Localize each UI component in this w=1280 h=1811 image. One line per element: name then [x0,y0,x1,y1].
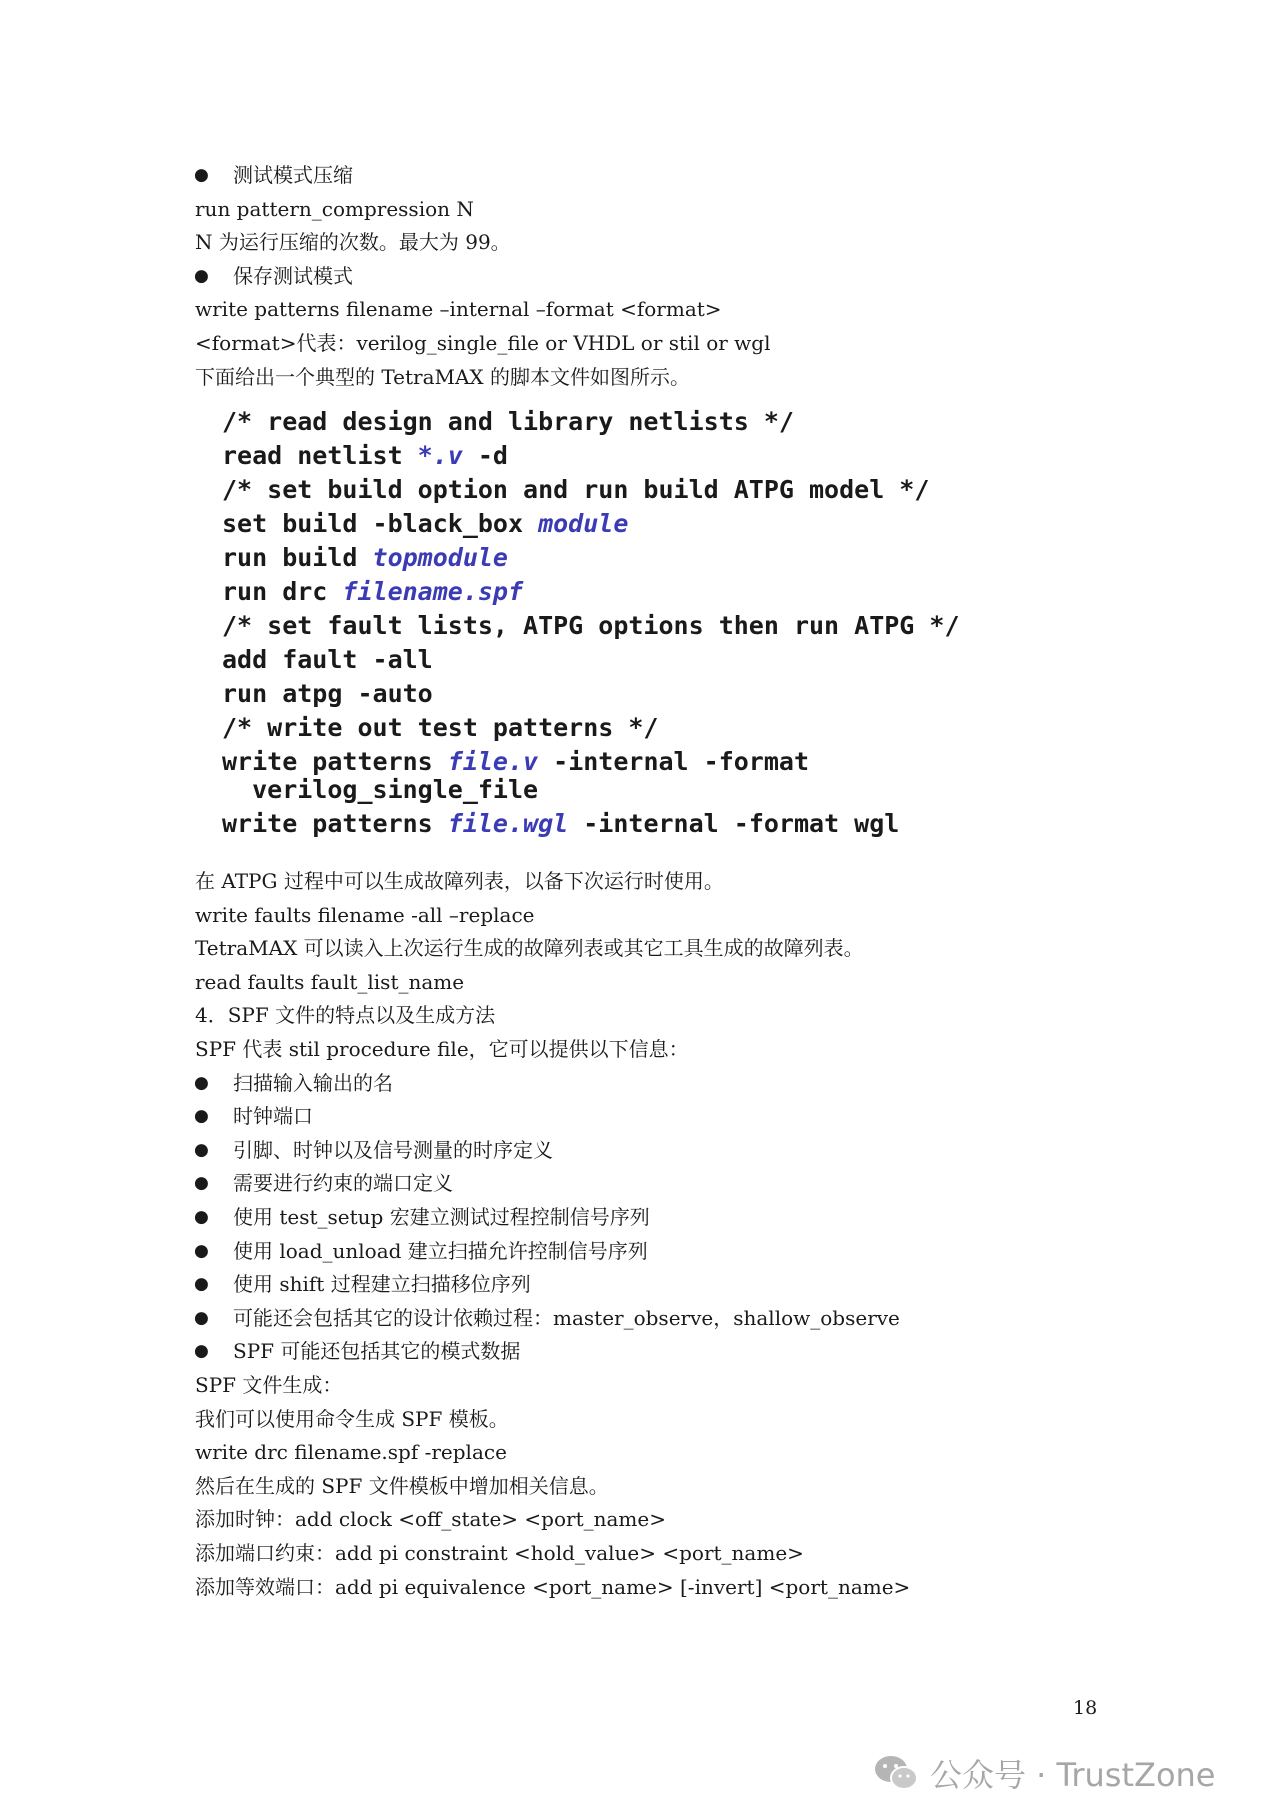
code-text: read netlist [222,441,418,470]
text-line [195,331,771,355]
bullet-item [195,1071,393,1095]
line-text: 扫描输入输出的名 [233,1070,393,1095]
code-text: /* set build option and run build ATPG model */ [222,475,930,504]
line-text: SPF 可能还包括其它的模式数据 [233,1339,521,1364]
page-number: 18 [1073,1697,1098,1719]
wechat-icon [872,1753,920,1793]
text-line [195,1474,609,1498]
tetramax-script-code [222,405,960,841]
bullet-item [195,1306,900,1330]
line-text: 可能还会包括其它的设计依赖过程：master_observe，shallow_observe [233,1305,900,1330]
text-line [195,1575,910,1599]
code-text: write patterns [222,809,448,838]
line-text: 我们可以使用命令生成 SPF 模板。 [195,1406,509,1431]
line-text: 然后在生成的 SPF 文件模板中增加相关信息。 [195,1473,609,1498]
line-text: write drc filename.spf -replace [195,1440,507,1465]
code-argument: topmodule [372,543,508,572]
code-line [222,643,960,677]
text-line [195,1507,666,1531]
code-text: write patterns [222,747,448,776]
line-text: SPF 代表 stil procedure file，它可以提供以下信息： [195,1037,689,1061]
code-text: run build [222,543,373,572]
text-line [195,970,464,994]
code-text: -internal -format wgl [568,809,900,838]
code-argument: module [538,509,629,538]
code-line [222,807,960,841]
line-text: SPF 文件生成： [195,1373,343,1397]
line-text: 需要进行约束的端口定义 [233,1171,453,1196]
text-line [195,903,535,927]
code-line [222,609,960,643]
code-text: /* write out test patterns */ [222,713,659,742]
line-text: 使用 test_setup 宏建立测试过程控制信号序列 [233,1205,650,1229]
code-text: run drc [222,577,343,606]
bullet-item [195,1272,531,1296]
code-line [222,541,960,575]
text-line [195,230,511,254]
bullet-item [195,1171,453,1195]
text-line [195,1440,507,1464]
bullet-item [195,1339,520,1363]
line-text: 在 ATPG 过程中可以生成故障列表，以备下次运行时使用。 [195,869,724,893]
bullet-item [195,1205,650,1229]
bullet-item [195,264,353,288]
text-line [195,1541,804,1565]
bullet-item [195,1138,553,1162]
code-text: /* read design and library netlists */ [222,407,794,436]
wechat-watermark [872,1750,1216,1796]
text-line [195,1037,689,1061]
text-line [195,1003,495,1027]
line-text: run pattern_compression N [195,196,474,221]
text-line [195,365,690,389]
code-text: run atpg -auto [222,679,433,708]
code-line [222,473,960,507]
line-text: 引脚、时钟以及信号测量的时序定义 [233,1137,553,1162]
text-line [195,936,864,960]
code-line [222,507,960,541]
line-text: 添加端口约束：add pi constraint <hold_value> <port_name> [195,1541,804,1565]
code-text: -internal -format [538,747,810,776]
text-line [195,197,474,221]
code-text: add fault -all [222,645,433,674]
line-text: <format>代表：verilog_single_file or VHDL or stil or wgl [195,331,771,355]
line-text: write faults filename -all –replace [195,902,535,927]
line-text: N 为运行压缩的次数。最大为 99。 [195,230,511,255]
line-text: write patterns filename –internal –format <format> [195,297,722,322]
line-text: TetraMAX 可以读入上次运行生成的故障列表或其它工具生成的故障列表。 [195,936,864,961]
text-line [195,297,722,321]
code-line [222,711,960,745]
code-text: -d [462,441,508,470]
line-text: read faults fault_list_name [195,969,465,994]
code-argument: filename.spf [342,577,524,606]
line-text: 测试模式压缩 [233,163,353,187]
code-line [222,773,960,807]
line-text: 时钟端口 [233,1104,313,1129]
code-text: /* set fault lists, ATPG options then run ATPG */ [222,611,960,640]
watermark-text: 公众号 · TrustZone [930,1756,1216,1794]
line-text: 保存测试模式 [233,263,353,288]
line-text: 使用 load_unload 建立扫描允许控制信号序列 [233,1238,648,1263]
code-line [222,405,960,439]
text-line [195,1373,342,1397]
text-line [195,1407,509,1431]
code-argument: file.wgl [447,809,569,838]
code-text: set build -black_box [222,509,539,538]
line-text: 使用 shift 过程建立扫描移位序列 [233,1272,531,1297]
line-text: 下面给出一个典型的 TetraMAX 的脚本文件如图所示。 [195,364,691,389]
code-line [222,677,960,711]
bullet-item [195,1239,648,1263]
code-argument: *.v [417,441,463,470]
code-line [222,745,960,776]
bullet-item [195,1104,313,1128]
line-text: 添加时钟：add clock <off_state> <port_name> [195,1507,666,1532]
code-line [222,439,960,473]
line-text: 4．SPF 文件的特点以及生成方法 [195,1003,496,1028]
bullet-item [195,163,353,187]
code-text: verilog_single_file [222,775,539,804]
line-text: 添加等效端口：add pi equivalence <port_name> [-invert] <port_name> [195,1574,911,1599]
code-line [222,575,960,609]
text-line [195,869,724,893]
code-argument: file.v [447,747,539,776]
